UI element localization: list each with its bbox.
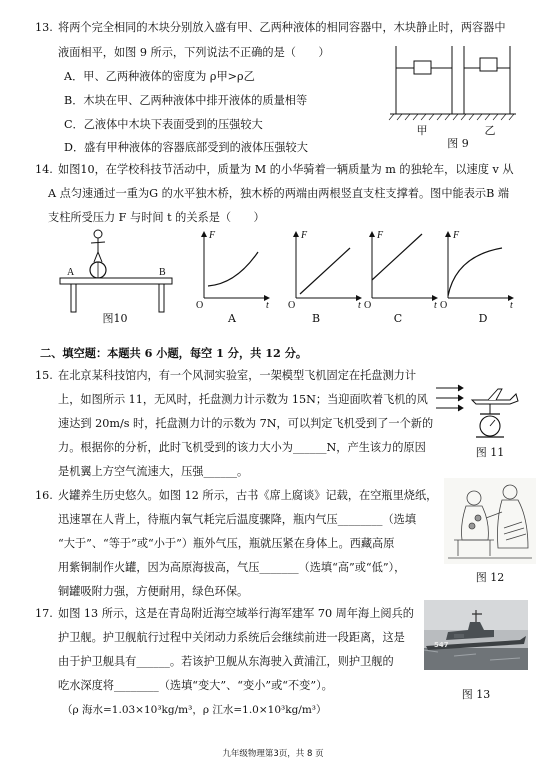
q16-text-line2: 迅速罩在人背上，待瓶内氧气耗完后温度骤降，瓶内气压________（选填 [58,513,417,526]
graph-c-origin: O [364,300,372,311]
q14-number: 14. [35,163,53,176]
figure-10-bridge [55,228,185,318]
figure-9-label-jia: 甲 [416,124,428,137]
q14-text-line3: 支柱所受压力 F 与时间 t 的关系是（ ） [48,211,265,224]
q17-text-line4: 吃水深度将________（选填“变大”、“变小”或“不变”）。 [58,679,333,692]
q13-text-line1: 将两个完全相同的木块分别放入盛有甲、乙两种液体的相同容器中，木块静止时，两容器中 [58,21,506,34]
q16-text-line1: 火罐养生历史悠久。如图 12 所示，古书《席上腐谈》记载，在空瓶里烧纸， [58,489,438,502]
graph-a-origin: O [196,300,204,311]
q13-option-d: D．盛有甲种液体的容器底部受到的液体压强较大 [64,141,308,154]
q17-text-line3: 由于护卫舰具有______。若该护卫舰从东海驶入黄浦江，则护卫舰的 [58,655,394,668]
figure-13-frigate-photo [424,600,528,670]
graph-choice-d [440,230,520,311]
choice-b-label: B [311,312,321,325]
figure-11-wind-tunnel [432,380,532,442]
graph-d-axis-f: F [453,230,460,241]
page-footer: 九年级物理第3页，共 8 页 [222,749,324,759]
q17-number: 17. [35,607,53,620]
q13-option-c: C．乙液体中木块下表面受到的压强较大 [64,118,263,131]
q13-option-b: B．木块在甲、乙两种液体中排开液体的质量相等 [64,94,308,107]
choice-d-label: D [478,312,488,325]
q16-number: 16. [35,489,53,502]
q13-text-line2: 液面相平，如图 9 所示，下列说法不正确的是（ ） [58,46,330,59]
q15-number: 15. [35,369,53,382]
graph-choice-c [364,230,444,311]
q15-text-line1: 在北京某科技馆内，有一个风洞实验室，一架模型飞机固定在托盘测力计 [58,369,417,382]
graph-a-axis-f: F [209,230,216,241]
q14-text-line1: 如图10，在学校科技节活动中，质量为 M 的小华骑着一辆质量为 m 的独轮车，以速度 v 从 [58,163,514,176]
graph-b-origin: O [288,300,296,311]
graph-a-axis-t: t [266,300,269,311]
figure-9-label-yi: 乙 [484,124,496,137]
figure-13-caption: 图 13 [461,688,491,701]
q16-text-line3: “大于”、“等于”或“小于”）瓶外气压，瓶就压紧在身体上。西藏高原 [58,537,395,550]
figure-11-caption: 图 11 [475,446,505,459]
figure-10-caption: 图10 [102,312,128,325]
q14-text-line2: A 点匀速通过一重为G 的水平独木桥，独木桥的两端由两根竖直支柱支撑着。图中能表示B 端 [48,187,510,200]
q15-text-line2: 上，如图所示 11，无风时，托盘测力计示数为 15N；当迎面吹着飞机的风 [58,393,428,406]
point-a-label: A [67,267,75,278]
q16-text-line5: 铜罐吸附力强，方便耐用，绿色环保。 [58,585,249,598]
graph-choice-b [288,230,368,311]
q15-text-line4: 力。根据你的分析，此时飞机受到的该力大小为______N，产生该力的原因 [58,441,426,454]
graph-b-axis-f: F [301,230,308,241]
figure-12-caption: 图 12 [475,571,505,584]
q17-text-line1: 如图 13 所示，这是在青岛附近海空域举行海军建军 70 周年海上阅兵的 [58,607,414,620]
choice-a-label: A [228,312,236,325]
section-2-heading: 二、填空题：本题共 6 小题，每空 1 分，共 12 分。 [40,346,308,360]
q15-text-line5: 是机翼上方空气流速大，压强______。 [58,465,249,478]
graph-c-axis-t: t [434,300,437,311]
q13-option-a: A．甲、乙两种液体的密度为 ρ甲>ρ乙 [64,70,255,83]
q13-number: 13. [35,21,53,34]
q17-text-line2: 护卫舰。护卫舰航行过程中关闭动力系统后会继续前进一段距离，这是 [58,631,405,644]
choice-c-label: C [393,312,403,325]
hull-number: 547 [434,641,449,649]
graph-d-origin: O [440,300,448,311]
q15-text-line3: 速达到 20m/s 时，托盘测力计的示数为 7N，可以判定飞机受到了一个新的 [58,417,434,430]
graph-d-axis-t: t [510,300,513,311]
graph-choice-a [196,230,276,311]
point-b-label: B [159,267,166,278]
graph-c-axis-f: F [377,230,384,241]
q17-density-note: （ρ 海水=1.03×10³kg/m³，ρ 江水=1.0×10³kg/m³） [62,704,327,716]
figure-9-caption: 图 9 [447,137,469,150]
figure-12-cupping-illustration [444,478,536,564]
graph-b-axis-t: t [358,300,361,311]
q16-text-line4: 用紫铜制作火罐，因为高原海拔高，气压_______（选填“高”或“低”）， [58,561,406,574]
